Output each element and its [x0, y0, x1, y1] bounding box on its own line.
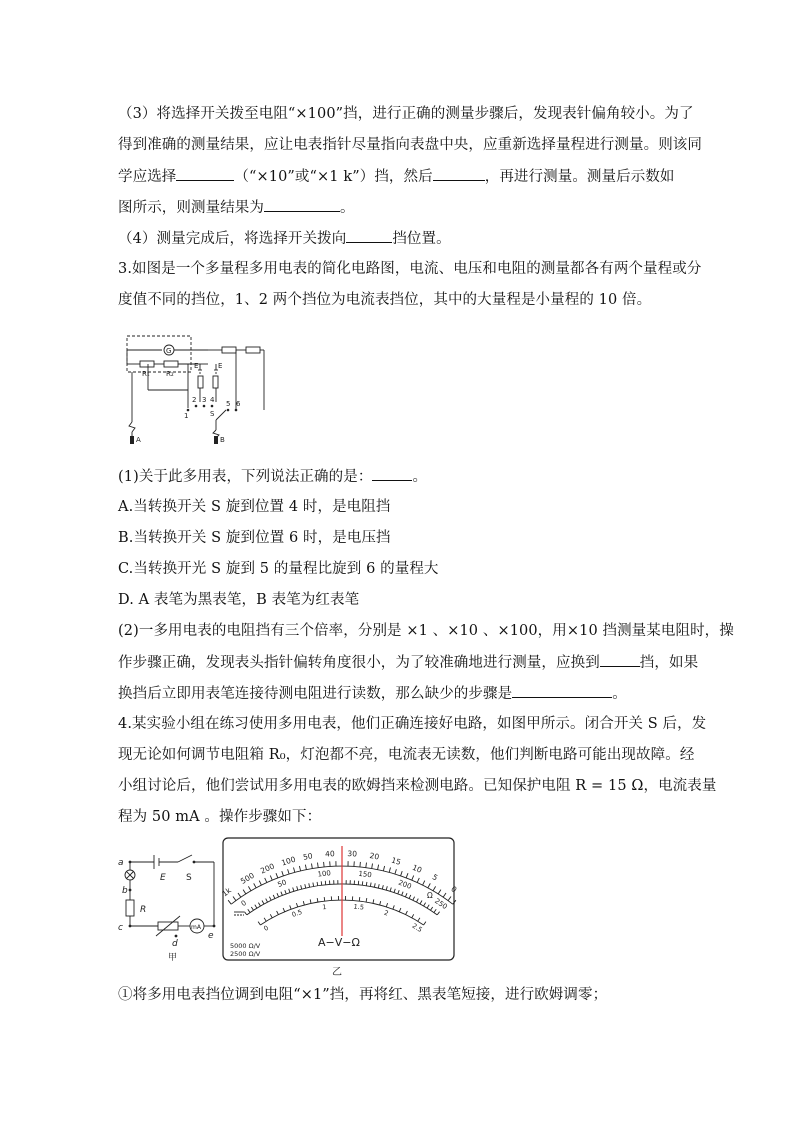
pos-4-label: 4	[210, 396, 215, 404]
probe-a-label: A	[136, 436, 141, 444]
option-a: A.当转换开关 S 旋到位置 4 时，是电阻挡	[118, 499, 391, 515]
multimeter-circuit-figure	[118, 330, 268, 444]
dc-tick-label: 50	[276, 878, 288, 889]
figure-jia-caption: 甲	[168, 953, 178, 963]
figure-yi-caption: 乙	[332, 967, 342, 978]
p3-q2-line-3a: 换挡后立即用表笔连接待测电阻进行读数，那么缺少的步骤是	[118, 686, 513, 702]
q4-sub-b: 挡位置。	[392, 231, 451, 247]
dc-tick-label: 150	[357, 869, 373, 880]
node-b-label: b	[122, 886, 128, 896]
q4-sub-a: （4）测量完成后，将选择开关拨向	[118, 231, 347, 247]
node-e-label: e	[208, 931, 214, 941]
ac-tick-label: 1.5	[353, 902, 365, 912]
p3-q2-line-3	[118, 683, 684, 704]
ac-tick-label: 2.5	[410, 921, 424, 935]
p3-q1-text: (1)关于此多用表，下列说法正确的是：	[118, 469, 373, 485]
r1-label: R₁	[142, 370, 150, 378]
ohm-tick-label: 10	[410, 862, 424, 875]
p4-step-1: ①将多用电表挡位调到电阻“×1”挡，再将红、黑表笔短接，进行欧姆调零；	[118, 987, 608, 1003]
node-d-label: d	[172, 939, 178, 949]
ohm-tick-label: 5	[430, 872, 440, 883]
ohm-tick-label: 40	[324, 849, 335, 859]
ohm-tick-label: 1k	[220, 885, 233, 899]
scale-tick	[317, 882, 318, 886]
answer-blank[interactable]	[512, 683, 612, 698]
meter-spec-1: 5000 Ω/V	[230, 942, 261, 950]
ac-tick-label: 0	[262, 923, 271, 933]
answer-blank[interactable]	[346, 228, 392, 243]
pos-6-label: 6	[236, 400, 241, 408]
galvanometer-label: G	[166, 347, 172, 355]
p3-line-1: 3.如图是一个多量程多用电表的简化电路图，电流、电压和电阻的测量都各有两个量程或分	[118, 261, 702, 277]
scale-tick	[324, 862, 325, 867]
p3-q2-line-2a: 作步骤正确，发现表头指针偏转角度很小，为了较准确地进行测量，应换到	[118, 655, 600, 671]
ohm-unit-label: Ω	[427, 891, 433, 900]
p3-q2-line-3b: 。	[612, 686, 627, 702]
meter-spec-2: 2500 Ω/V	[230, 950, 261, 958]
pos-1-label: 1	[184, 412, 189, 420]
p4-line-3: 小组讨论后，他们尝试用多用电表的欧姆挡来检测电路。已知保护电阻 R = 15 Ω，电流表量	[118, 778, 717, 794]
pos-5-label: 5	[226, 400, 231, 408]
battery-label-2: E	[218, 362, 223, 370]
q3-line-3c: ，再进行测量。测量后示数如	[484, 169, 675, 185]
scale-tick	[362, 881, 363, 885]
q4-subquestion	[118, 228, 684, 249]
circuit-figure-jia	[116, 850, 222, 962]
battery-label: E	[194, 362, 199, 370]
answer-blank[interactable]	[176, 166, 234, 181]
option-b: B.当转换开关 S 旋到位置 6 时，是电压挡	[118, 530, 391, 546]
scale-tick	[324, 897, 325, 901]
q3-line-3b: （“×10”或“×1 k”）挡，然后	[234, 169, 433, 185]
probe-b-label: B	[220, 436, 225, 444]
p4-line-4: 程为 50 mA 。操作步骤如下：	[118, 809, 322, 825]
answer-blank[interactable]	[264, 197, 340, 212]
ac-tick-label: 2	[382, 908, 390, 918]
scale-tick	[359, 897, 360, 901]
ammeter-label: mA	[191, 924, 201, 931]
p3-q1	[118, 466, 684, 487]
scale-tick	[366, 882, 367, 886]
dc-tick-label: 0	[239, 898, 248, 909]
option-c: C.当转换开光 S 旋到 5 的量程比旋到 6 的量程大	[118, 561, 439, 577]
battery-e-label: E	[160, 873, 166, 883]
ohm-tick-label: 30	[347, 849, 358, 859]
scale-tick	[321, 881, 322, 885]
p3-q2-line-2b: 挡，如果	[639, 655, 699, 671]
meter-dial-figure	[220, 836, 459, 978]
pos-3-label: 3	[202, 396, 207, 404]
dc-tick-label: 250	[433, 896, 449, 912]
scale-tick	[360, 862, 361, 867]
p3-q2-line-2	[118, 652, 699, 673]
ac-tick-label: 1	[321, 902, 327, 912]
answer-blank[interactable]	[433, 166, 485, 181]
p3-line-2: 度值不同的挡位，1、2 两个挡位为电流表挡位，其中的大量程是小量程的 10 倍。	[118, 292, 652, 308]
ohm-tick-label: 50	[302, 851, 314, 862]
ohm-tick-label: 0	[449, 884, 459, 895]
q3-line-4b: 。	[340, 200, 355, 216]
ohm-tick-label: 20	[368, 851, 380, 862]
node-a-label: a	[118, 858, 124, 868]
p3-q2-line-1: (2)一多用电表的电阻挡有三个倍率，分别是 ×1 、×10 、×100，用×10 挡测量某电阻时，操	[118, 623, 734, 639]
q3-line-1: （3）将选择开关拨至电阻“×100”挡，进行正确的测量步骤后，发现表针偏角较小。为了	[118, 106, 694, 122]
ohm-tick-label: 200	[259, 861, 276, 876]
q3-line-3	[118, 166, 684, 187]
option-d: D. A 表笔为黑表笔，B 表笔为红表笔	[118, 592, 360, 608]
dc-tick-label: 200	[397, 878, 413, 891]
resistor-r-label: R	[140, 905, 147, 915]
q3-line-2: 得到准确的测量结果，应让电表指针尽量指向表盘中央，应重新选择量程进行测量。则该同	[118, 137, 702, 153]
p4-line-1: 4.某实验小组在练习使用多用电表，他们正确连接好电路，如图甲所示。闭合开关 S 后，发	[118, 716, 707, 732]
meter-brand: A−V−Ω	[318, 936, 360, 949]
p3-q1-end: 。	[412, 469, 428, 485]
r2-label: R₂	[166, 370, 174, 378]
node-c-label: c	[118, 923, 123, 933]
answer-blank[interactable]	[372, 466, 412, 481]
q3-line-3a: 学应选择	[118, 169, 177, 185]
p4-line-2: 现无论如何调节电阻箱 R₀，灯泡都不亮，电流表无读数，他们判断电路可能出现故障。经	[118, 747, 695, 763]
ohm-tick-label: 100	[280, 854, 297, 868]
q3-line-4a: 图所示，则测量结果为	[118, 200, 264, 216]
ohm-tick-label: 500	[239, 870, 256, 886]
switch-s-label: S	[186, 873, 192, 883]
ohm-tick-label: 15	[390, 855, 402, 867]
q3-line-4	[118, 197, 684, 218]
dc-tick-label: 100	[317, 869, 332, 879]
switch-label: S	[210, 410, 215, 418]
ac-tick-label: 0.5	[290, 907, 304, 919]
pos-2-label: 2	[192, 396, 197, 404]
answer-blank[interactable]	[600, 652, 640, 667]
